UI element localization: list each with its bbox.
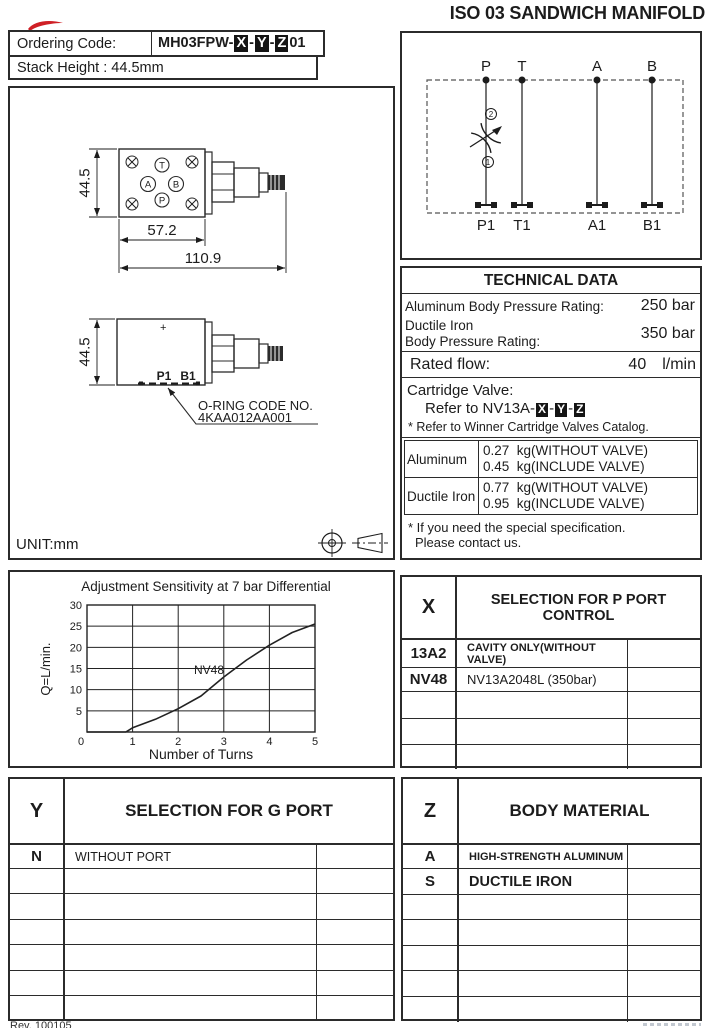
rated-flow-row	[402, 352, 700, 378]
table-row	[402, 668, 700, 692]
empty-row	[402, 745, 700, 769]
dim-overall-width: 110.9	[184, 250, 222, 267]
code-suffix: 01	[289, 35, 306, 52]
empty-row	[403, 920, 700, 945]
port-labels	[141, 158, 184, 207]
empty-row	[10, 945, 393, 970]
cartridge-valve-block	[402, 378, 700, 420]
valve-side-view	[77, 319, 319, 425]
cartridge-catalog-note: * Refer to Winner Cartridge Valves Catalog.	[402, 420, 700, 438]
svg-text:2: 2	[175, 736, 182, 748]
selection-y-title: SELECTION FOR G PORT	[125, 801, 333, 820]
code-x-box: X	[538, 402, 547, 416]
table-row	[10, 845, 393, 869]
svg-text:25: 25	[69, 621, 82, 634]
technical-data-title: TECHNICAL DATA	[402, 268, 700, 294]
nv48-curve	[87, 624, 315, 732]
dim-body-width: 57.2	[147, 222, 177, 239]
option-code: N	[10, 845, 65, 868]
code-prefix: MH03FPW-	[158, 35, 234, 52]
svg-text:10: 10	[69, 684, 82, 697]
stack-height-row	[8, 56, 318, 80]
empty-row	[402, 719, 700, 745]
svg-text:0: 0	[77, 736, 85, 748]
code-separator: -	[269, 35, 275, 52]
series-label: NV48	[194, 663, 225, 677]
empty-row	[403, 895, 700, 920]
technical-data-panel	[400, 266, 702, 560]
iron-pressure-row	[402, 317, 700, 352]
option-code: S	[403, 869, 459, 894]
adjustment-sensitivity-chart	[10, 572, 393, 766]
aluminum-pressure-value: 250 bar	[640, 297, 695, 314]
table-row	[402, 640, 700, 668]
hydraulic-schematic	[402, 33, 700, 258]
cartridge-valve-label: Cartridge Valve:	[407, 382, 514, 399]
code-separator: -	[249, 35, 254, 52]
weight-table	[404, 440, 698, 515]
selection-y-header	[10, 779, 393, 845]
option-desc: DUCTILE IRON	[459, 869, 628, 894]
empty-row	[10, 894, 393, 919]
cartridge-valve-profile	[212, 335, 283, 372]
empty-row	[403, 946, 700, 971]
weight-value: 0.95 kg(INCLUDE VALVE)	[483, 496, 645, 511]
option-desc: NV13A2048L (350bar)	[457, 668, 628, 691]
empty-row	[10, 869, 393, 894]
port-b1-label: B1	[180, 369, 196, 383]
port-t-label: T	[159, 160, 165, 172]
weight-row-aluminum	[405, 441, 697, 478]
schematic-port-b1: B1	[642, 217, 662, 234]
option-code: NV48	[402, 668, 457, 691]
svg-text:3: 3	[220, 736, 227, 748]
plus-mark: +	[160, 322, 167, 334]
iron-pressure-value: 350 bar	[640, 325, 695, 342]
ordering-code-value	[152, 35, 323, 52]
empty-row	[403, 971, 700, 996]
weight-value: 0.27 kg(WITHOUT VALVE)	[483, 443, 649, 458]
empty-cell	[628, 845, 700, 868]
weight-material: Ductile Iron	[405, 478, 479, 514]
schematic-port-b: B	[646, 58, 658, 75]
selection-z-header	[403, 779, 700, 845]
flow-lines	[486, 80, 652, 205]
special-spec-note: * If you need the special specification. Please contact us.	[408, 520, 626, 550]
unit-label: UNIT:mm	[16, 536, 79, 553]
empty-row	[10, 971, 393, 996]
weight-row-iron	[405, 478, 697, 514]
ordering-code-row	[8, 30, 325, 57]
empty-row	[403, 997, 700, 1022]
manifold-boundary	[427, 80, 683, 213]
schematic-port-t1: T1	[513, 217, 531, 234]
callout-1	[483, 157, 494, 168]
selection-z-title: BODY MATERIAL	[509, 801, 650, 820]
selection-x-table	[400, 575, 702, 768]
code-z-box: Z	[576, 402, 584, 416]
bottom-port-symbols	[475, 202, 663, 208]
ordering-code-label: Ordering Code:	[10, 32, 152, 55]
table-row	[403, 845, 700, 869]
svg-text:2: 2	[488, 110, 494, 119]
selection-z-table	[401, 777, 702, 1021]
valve-top-view	[77, 149, 287, 273]
chart-ylabel: Q=L/min.	[38, 642, 53, 696]
selection-x-key: X	[402, 577, 457, 638]
option-desc: WITHOUT PORT	[65, 845, 317, 868]
schematic-port-a: A	[591, 58, 603, 75]
empty-cell	[628, 640, 700, 667]
table-row	[403, 869, 700, 895]
cartridge-valve-reference: Refer to NV13A- X - Y - Z	[425, 400, 584, 417]
chart-xlabel: Number of Turns	[148, 746, 254, 762]
schematic-port-p1: P1	[476, 217, 496, 234]
port-b-label: B	[172, 179, 180, 191]
weight-value: 0.45 kg(INCLUDE VALVE)	[483, 459, 645, 474]
dim-height-top: 44.5	[76, 168, 94, 198]
projection-cone-icon	[352, 534, 388, 553]
flow-chart-panel	[8, 570, 395, 768]
weight-value: 0.77 kg(WITHOUT VALVE)	[483, 480, 649, 495]
cartridge-valve-profile	[212, 162, 285, 202]
revision-note: Rev. 100105	[10, 1020, 72, 1028]
svg-text:1: 1	[485, 158, 491, 167]
projection-target-icon	[318, 529, 346, 557]
iron-pressure-label: Ductile Iron Body Pressure Rating:	[405, 318, 541, 349]
empty-row	[10, 920, 393, 945]
code-y-box: Y	[256, 35, 267, 52]
option-desc: HIGH-STRENGTH ALUMINUM	[459, 845, 628, 868]
schematic-port-a1: A1	[587, 217, 607, 234]
dimension-drawings	[10, 88, 393, 558]
schematic-port-t: T	[517, 58, 527, 75]
callout-2	[486, 109, 497, 120]
selection-y-key: Y	[10, 779, 65, 843]
svg-text:15: 15	[69, 663, 82, 676]
selection-y-table	[8, 777, 395, 1021]
print-artifact	[643, 1023, 701, 1026]
option-code: 13A2	[402, 640, 457, 667]
selection-z-key: Z	[403, 779, 459, 843]
svg-text:1: 1	[129, 736, 136, 748]
weight-material: Aluminum	[405, 441, 479, 477]
empty-row	[10, 996, 393, 1021]
aluminum-pressure-label: Aluminum Body Pressure Rating:	[405, 298, 604, 314]
page-title: ISO 03 SANDWICH MANIFOLD	[449, 3, 705, 23]
empty-cell	[317, 845, 393, 868]
port-p-label: P	[158, 195, 166, 207]
code-y-box: Y	[557, 402, 566, 416]
rated-flow-unit: l/min	[662, 355, 696, 373]
dim-height-side: 44.5	[76, 337, 94, 367]
svg-text:5: 5	[75, 705, 82, 718]
port-a-label: A	[144, 179, 152, 191]
aluminum-pressure-row	[402, 294, 700, 317]
svg-text:5: 5	[311, 736, 319, 748]
schematic-port-p: P	[480, 58, 492, 75]
code-z-box: Z	[277, 35, 287, 52]
option-code: A	[403, 845, 459, 868]
oring-note-line1: O-RING CODE NO.	[198, 398, 313, 413]
selection-x-title: SELECTION FOR P PORT CONTROL	[490, 591, 667, 624]
oring-note-line2: 4KAA012AA001	[198, 410, 292, 425]
dimension-drawings-panel	[8, 86, 395, 560]
option-desc: CAVITY ONLY(WITHOUT VALVE)	[457, 640, 628, 667]
empty-row	[402, 692, 700, 719]
chart-title: Adjustment Sensitivity at 7 bar Differential	[81, 579, 331, 594]
stack-height-label: Stack Height : 44.5mm	[17, 59, 164, 76]
port-p1-label: P1	[156, 369, 172, 383]
selection-x-header	[402, 577, 700, 640]
code-x-box: X	[236, 35, 247, 52]
empty-cell	[628, 668, 700, 691]
svg-text:4: 4	[266, 736, 273, 748]
rated-flow-label: Rated flow:	[410, 355, 491, 373]
hydraulic-schematic-panel	[400, 31, 702, 260]
svg-text:30: 30	[69, 600, 82, 612]
empty-cell	[628, 869, 700, 894]
svg-text:20: 20	[69, 642, 82, 655]
rated-flow-value: 40	[628, 355, 647, 373]
